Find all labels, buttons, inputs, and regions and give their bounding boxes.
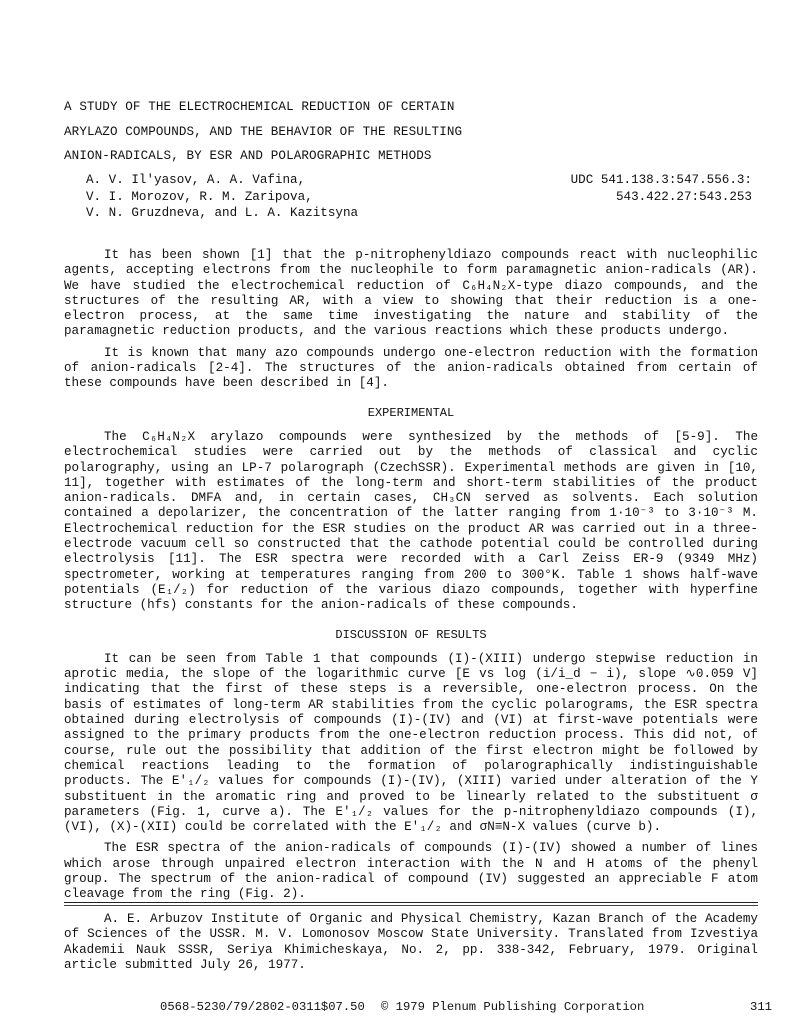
udc-classification <box>571 172 752 205</box>
intro-paragraph-1: It has been shown [1] that the p-nitrophenyldiazo compounds react with nucleophilic agents, accepting electrons from the nucleophile to form paramagnetic anion-radicals (AR). We have studied the electrochemical reduction of C₆H₄N₂X-type diazo compounds, and the structures of the resulting AR, with a view to showing that their reduction is a one-electron process, at the same time investigating the nature and stability of the paramagnetic reduction products, and the various reactions which these products undergo. <box>64 248 758 339</box>
experimental-heading: EXPERIMENTAL <box>367 405 455 420</box>
footnote <box>64 912 758 973</box>
copyright-notice: © 1979 Plenum Publishing Corporation <box>381 1000 645 1014</box>
footnote-text: A. E. Arbuzov Institute of Organic and Physical Chemistry, Kazan Branch of the Academy of Sciences of the USSR. M. V. Lomonosov Moscow State University. Translated from Izvestiya Akademii Nauk SSSR, Seriya Khimicheskaya, No. 2, pp. 338-342, February, 1979. Original article submitted July 26, 1977. <box>64 912 758 972</box>
discussion-paragraph-1: It can be seen from Table 1 that compounds (I)-(XIII) undergo stepwise reduction in aprotic media, the slope of the logarithmic curve [E vs log (i/i_d − i), slope ∿0.059 V] indicating that the first of these steps is a reversible, one-electron process. On the basis of estimates of long-term AR stabilities from the cyclic polarograms, the ESR spectra obtained during electrolysis of compounds (I)-(IV) and (VI) at first-wave potentials were assigned to the primary products from the one-electron reduction process. This did not, of course, rule out the possibility that addition of the first electron might be followed by chemical reactions leading to the formation of polarographically indistinguishable products. The E'₁/₂ values for compounds (I)-(IV), (XIII) varied under alteration of the Y substituent in the aromatic ring and proved to be linearly related to the substituent σ parameters (Fig. 1, curve a). The E'₁/₂ values for the p-nitrophenyldiazo compounds (I), (VI), (X)-(XII) could be correlated with the E'₁/₂ and σN≡N-X values (curve b). <box>64 651 758 835</box>
author-line-1: A. V. Il'yasov, A. A. Vafina, <box>86 173 306 187</box>
footnote-divider <box>64 902 758 903</box>
author-list <box>86 172 358 222</box>
article-body <box>64 248 758 909</box>
article-code: 0568-5230/79/2802-0311$07.50 <box>160 1000 365 1014</box>
discussion-heading: DISCUSSION OF RESULTS <box>335 627 487 642</box>
author-line-2: V. I. Morozov, R. M. Zaripova, <box>86 189 313 204</box>
udc-line-2: 543.422.27:543.253 <box>615 189 752 204</box>
page-number: 311 <box>750 1000 772 1014</box>
author-line-3: V. N. Gruzdneva, and L. A. Kazitsyna <box>86 206 359 220</box>
title-line-3: ANION-RADICALS, BY ESR AND POLAROGRAPHIC METHODS <box>64 149 432 163</box>
title-line-2: ARYLAZO COMPOUNDS, AND THE BEHAVIOR OF THE RESULTING <box>64 124 463 139</box>
udc-line-1: UDC 541.138.3:547.556.3: <box>570 173 752 187</box>
article-title <box>64 95 744 169</box>
title-line-1: A STUDY OF THE ELECTROCHEMICAL REDUCTION OF CERTAIN <box>64 100 455 114</box>
discussion-paragraph-2: The ESR spectra of the anion-radicals of compounds (I)-(IV) showed a number of lines which arose through unpaired electron interaction with the N and H atoms of the phenyl group. The spectrum of the anion-radical of compound (IV) suggested an appreciable F atom cleavage from the ring (Fig. 2). <box>64 841 758 902</box>
footnote-divider-thin <box>64 905 758 906</box>
intro-paragraph-2: It is known that many azo compounds undergo one-electron reduction with the formation of anion-radicals [2-4]. The structures of the anion-radicals obtained from certain of these compounds have been described in [4]. <box>64 345 758 391</box>
experimental-paragraph: The C₆H₄N₂X arylazo compounds were synthesized by the methods of [5-9]. The electrochemical studies were carried out by the methods of classical and cyclic polarography, using an LP-7 polarograph (CzechSSR). Experimental methods are given in [10, 11], together with estimates of the long-term and short-term stabilities of the product anion-radicals. DMFA and, in certain cases, CH₃CN served as solvents. Each solution contained a depolarizer, the concentration of the latter ranging from 1·10⁻³ to 3·10⁻³ M. Electrochemical reduction for the ESR studies on the product AR was carried out in a three-electrode vacuum cell so constructed that the cathode potential could be controlled during electrolysis [11]. The ESR spectra were recorded with a Carl Zeiss ER-9 (9349 MHz) spectrometer, working at temperatures ranging from 200 to 300°K. Table 1 shows half-wave potentials (E₁/₂) for reduction of the various diazo compounds, together with hyperfine structure (hfs) constants for the anion-radicals of these compounds. <box>64 429 758 613</box>
